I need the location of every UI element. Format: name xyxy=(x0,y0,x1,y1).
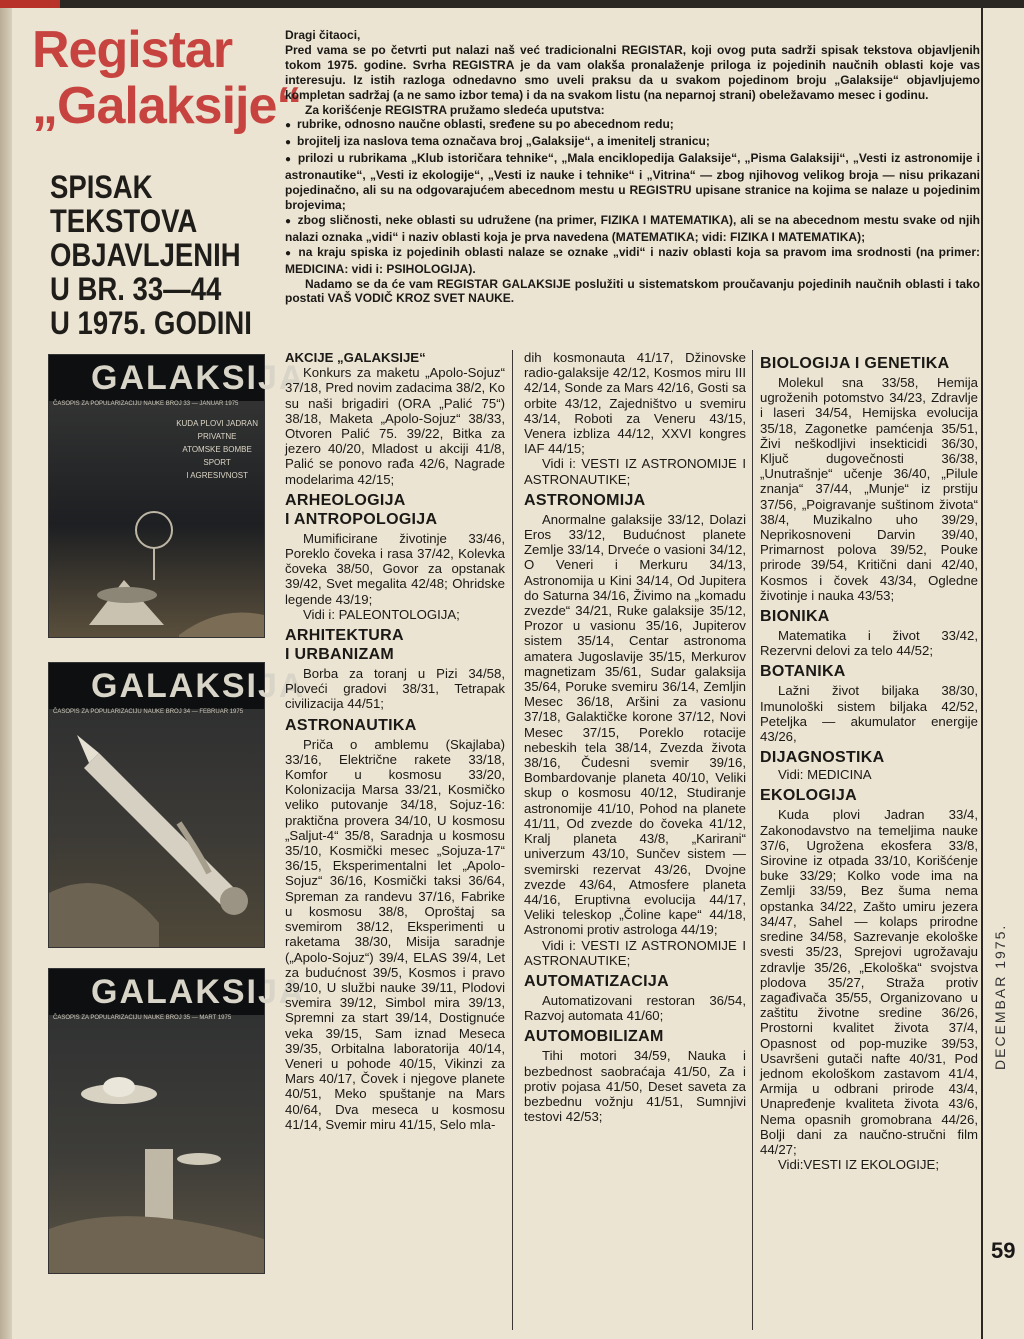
intro-text xyxy=(285,28,980,306)
subtitle-block xyxy=(50,169,252,341)
title-line-2: „Galaksije“ xyxy=(32,77,302,135)
title-line-1: Registar xyxy=(32,21,233,79)
section-entries: Borba za toranj u Pizi 34/58, Ploveći gradovi 38/31, Tetrapak civilizacija 44/51; xyxy=(285,666,505,712)
intro-bullet: ● rubrike, odnosno naučne oblasti, sređene su po abecednom redu; xyxy=(285,117,980,134)
section-heading: AUTOMOBILIZAM xyxy=(524,1028,664,1046)
section-heading: I ANTROPOLOGIJA xyxy=(285,510,438,528)
section-heading: BIOLOGIJA I GENETIKA xyxy=(760,355,950,372)
section-entries: Matematika i život 33/42, Rezervni delovi za telo 44/52; xyxy=(760,628,978,659)
cover-subline: ČASOPIS ZA POPULARIZACIJU NAUKE BROJ 33 — JANUAR 1975 xyxy=(53,401,239,407)
magazine-cover-image xyxy=(48,968,306,1274)
see-also: Vidi: MEDICINA xyxy=(778,767,872,783)
subtitle-line: U 1975. GODINI xyxy=(50,305,252,341)
column-divider xyxy=(512,350,513,1330)
section-heading: BOTANIKA xyxy=(760,663,846,681)
subtitle-line: U BR. 33—44 xyxy=(50,271,222,307)
space-station-illustration xyxy=(49,355,264,637)
cover-logo: GALAKSIJA xyxy=(91,973,306,1011)
intro-paragraph: Nadamo se da će vam REGISTAR GALAKSIJE poslužiti u sistematskom proučavanju pojedinih naučnih oblasti i tako postati VAŠ VODIČ KROZ SVET NAUKE. xyxy=(285,276,980,306)
page-title xyxy=(32,21,302,135)
section-entries: Automatizovani restoran 36/54, Razvoj automata 41/60; xyxy=(524,992,746,1024)
index-column-3 xyxy=(760,350,978,1172)
section-entries: Mumificirane životinje 33/46, Poreklo čoveka i rasa 37/42, Kolevka čoveka 38/50, Govor za opstanak 39/42, Svet megalita 42/48; Ohridske legende 43/19; xyxy=(285,530,505,607)
section-heading: BIONIKA xyxy=(760,608,830,626)
section-entries: Priča o amblemu (Skajlaba) 33/16, Električne rakete 33/18, Komfor u kosmosu 33/20, Kolonizacija Marsa 33/21, Kosmičko veliko putovanje 34/18, Sojuz-16: praktična provera 34/10, U kosmosu „Saljut-4“ 35/8, Saradnja u kosmosu 35/10, Kosmički mesec „Sojuza-17“ 36/15, Eksperimentalni let „Apolo-Sojuz“ 36/16, Kosmički taksi 36/64, Spreman za randevu 37/16, Fabrike u kosmosu 38/8, Oproštaj sa svemirom 38/12, Eksperimenti u raketama 38/30, Misija saradnje („Apolo-Sojuz“) 39/4, ELAS 39/4, Let za budućnost 39/5, Kosmos i pravo 39/10, U službi nauke 39/11, Plodovi svemira 39/12, Simbol mira 39/13, Spremni za start 39/14, Dostignuće veka 39/15, Sam iznad Meseca 39/35, Orbitalna laboratorija 40/14, Veneri u pohode 40/15, Vikinzi za Mars 40/17, Čovek i njegove planete 40/51, Meko spuštanje na Mars 40/64, Dva meseca u kosmosu 41/14, Svemir miru 41/15, Selo mla- xyxy=(285,736,505,1132)
top-border xyxy=(0,0,1024,8)
index-column-2 xyxy=(524,350,746,1124)
section-heading: ASTRONAUTIKA xyxy=(285,716,417,734)
cover-logo: GALAKSIJA xyxy=(91,359,306,397)
subtitle-line: SPISAK xyxy=(50,169,153,205)
magazine-cover-image xyxy=(48,354,306,638)
intro-bullet: ● brojitelj iza naslova tema označava broj „Galaksije“, a imenitelj stranicu; xyxy=(285,134,980,151)
see-also: Vidi i: PALEONTOLOGIJA; xyxy=(303,606,460,622)
intro-bullet: ● na kraju spiska iz pojedinih oblasti nalaze se oznake „vidi“ i naziv oblasti koja sa pravom ima srodnosti (na primer: MEDICINA: vidi i: PSIHOLOGIJA). xyxy=(285,245,980,277)
see-also: Vidi i: VESTI IZ ASTRONOMIJE I ASTRONAUTIKE; xyxy=(524,937,746,968)
right-frame-line xyxy=(981,8,983,1339)
section-entries: dih kosmonauta 41/17, Džinovske radio-galaksije 42/12, Kosmos miru III 42/14, Sonde za Mars 42/16, Gosti sa orbite 43/12, Zajedništvo u svemiru 43/14, Roboti za Veneru 43/15, Venera izbliza 44/12, XXVI kongres IAF 44/15; xyxy=(524,350,746,457)
section-heading: EKOLOGIJA xyxy=(760,787,857,805)
section-heading: ARHITEKTURA xyxy=(285,627,404,645)
intro-greeting: Dragi čitaoci, xyxy=(285,28,361,42)
section-heading: ARHEOLOGIJA xyxy=(285,491,406,509)
subtitle-line: TEKSTOVA xyxy=(50,203,198,239)
section-heading: DIJAGNOSTIKA xyxy=(760,749,885,767)
index-column-1 xyxy=(285,350,505,1132)
see-also: Vidi i: VESTI IZ ASTRONOMIJE I ASTRONAUTIKE; xyxy=(524,456,746,487)
cover-logo: GALAKSIJA xyxy=(91,667,306,705)
magazine-cover-image xyxy=(48,662,306,948)
cover-subline: ČASOPIS ZA POPULARIZACIJU NAUKE BROJ 35 — MART 1975 xyxy=(53,1015,232,1021)
section-entries: Kuda plovi Jadran 33/4, Zakonodavstvo na temeljima nauke 37/6, Ugrožena ekosfera 33/8, Sirovine iz otpada 33/10, Korišćenje buke 33/29; Kolko vode ima na Zemlji 33/59, Bez šuma nema opstanka 34/22, Zašto umiru jezera 34/47, Sahel — kolaps prirodne sredine 34/58, Sazrevanje ekološke svesti 35/23, Sprejovi ugrožavaju zdravlje 35/26, „Ekološka“ svojstva plodova 35/27, Straža protiv zagađivača 35/55, Organizovano u zaštitu životne sredine 36/26, Prostorni kvalitet života 37/4, Opasnost od pop-muzike 39/53, Usavršeni gutači nafte 40/31, Pod jednom ekološkom zastavom 41/4, Armija u odbrani prirode 43/4, Unapređenje kvaliteta života 43/6, Nema opasnih gromobrana 44/26, Bolji dani za naučno-stručni film 44/27; xyxy=(760,807,978,1157)
intro-paragraph: Za korišćenje REGISTRA pružamo sledeća uputstva: xyxy=(305,102,605,117)
section-heading: AUTOMATIZACIJA xyxy=(524,972,669,990)
cover-headlines: KUDA PLOVI JADRAN PRIVATNE ATOMSKE BOMBE SPORT I AGRESIVNOST xyxy=(176,419,258,480)
rocket-illustration xyxy=(49,663,264,947)
section-entries: Molekul sna 33/58, Hemija ugroženih potomstvo 34/23, Zdravlje i laseri 34/54, Hemijska evolucija 35/18, Zagonetke pamćenja 35/51, Živi neškodljivi insekticidi 36/30, Ključ dugovečnosti 36/38, „Unutrašnje“ učenje 36/40, „Pilule znanja“ 37/44, „Munje“ iz prstiju 37/56, „Poigravanje suštinom života“ 38/4, Muzikalno uho 39/29, Neprikosnoveni Darvin 39/40, Primarnost polova 39/52, Pouke prirode 39/54, Kritični dani 42/40, Kosmos i čovek 43/34, Ogledne životinje i nauka 43/53; xyxy=(760,375,978,603)
section-entries: Lažni život biljaka 38/30, Imunološki sistem biljaka 42/52, Peteljka — akumulator energije 43/26, xyxy=(760,683,978,745)
binding-spine xyxy=(0,0,12,1339)
issue-date-margin: DECEMBAR 1975. xyxy=(992,923,1008,1070)
page-number: 59 xyxy=(991,1238,1016,1263)
section-entries: Anormalne galaksije 33/12, Dolazi Eros 33/12, Budućnost planete Zemlje 33/14, Drveće o vasioni 34/12, O Veneri i Merkuru 34/13, Astronomija u Kini 34/14, Od Jupitera do Saturna 34/16, Živimo na „komadu zvezde“ 34/21, Ruke galaksije 35/12, Prozor u vasionu 35/16, Jupiterov sistem 35/14, Centar astronoma amatera Jugoslavije 35/15, Merkurov magnetizam 35/61, Sudar galaksija 35/64, Poruke svemiru 36/14, Zemljin Mesec 36/18, Aršini za vasionu 37/18, Galaktičke korone 37/12, Novi Mesec 37/15, Poreklo rotacije nebeskih tela 38/14, Zvezda života 38/16, Čudesni svemir 39/16, Bombardovanje planeta 40/10, Veliki skup o kosmosu 40/12, Studiranje astronomije 41/10, Pohod na planete 41/11, Od zvezde do čoveka 41/12, Kralj planeta 43/8, „Karirani“ univerzum 43/10, Sunčev sistem — svemirski rezervat 43/26, Dvojne zvezde 43/64, Atmosfere planeta 44/16, Eruptivna evolucija 44/17, Veliki teleskop „Čoline kape“ 44/18, Astronomi protiv astrologa 44/19; xyxy=(524,511,746,938)
cover-subline: ČASOPIS ZA POPULARIZACIJU NAUKE BROJ 34 — FEBRUAR 1975 xyxy=(53,709,244,715)
intro-paragraph: Pred vama se po četvrti put nalazi naš već tradicionalni REGISTAR, koji ovog puta sadrži spisak tekstova objavljenih tokom 1975. godine. Svrha REGISTRA je da vam olakša pronalaženje priloga iz pojedinih naučnih oblasti koje vas interesuju. Iz istih razloga odnedavno smo uveli praksu da u svakom pojedinom broju „Galaksije“ objavljujemo kompletan sadržaj (a ne samo izbor tema) i da na svakom listu (na neparnoj strani) obeležavamo mesec i godinu. xyxy=(285,42,980,102)
see-also: Vidi:VESTI IZ EKOLOGIJE; xyxy=(778,1157,939,1173)
section-heading: ASTRONOMIJA xyxy=(524,491,646,509)
column-divider xyxy=(752,350,753,1330)
section-heading: AKCIJE „GALAKSIJE“ xyxy=(285,350,426,365)
section-heading: I URBANIZAM xyxy=(285,646,395,664)
section-entries: Tihi motori 34/59, Nauka i bezbednost saobraćaja 41/50, Za i protiv pojasa 41/50, Deset saveta za bezbednu vožnju 41/51, Sumnjivi testovi 42/53; xyxy=(524,1048,746,1125)
ufo-illustration xyxy=(49,969,264,1273)
intro-bullet: ● zbog sličnosti, neke oblasti su udružene (na primer, FIZIKA I MATEMATIKA), ali se na abecednom mestu svake od njih nalazi oznaka „vidi“ i naziv oblasti koja je prva navedena (MATEMATIKA; vidi: FIZIKA I MATEMATIKA); xyxy=(285,213,980,245)
section-entries: Konkurs za maketu „Apolo-Sojuz“ 37/18, Pred novim zadacima 38/2, Ko su naši brigadiri (ORA „Palić 75“) 38/18, Maketa „Apolo-Sojuz“ 38/33, Otvoren Palić 75. 39/22, Bitka za jezero 40/20, Mladost u akciji 41/8, Palić se ponovo rađa 42/6, Nagrade modelarima 42/15; xyxy=(285,365,505,487)
intro-bullet: ● prilozi u rubrikama „Klub istoričara tehnike“, „Mala enciklopedija Galaksije“, „Pisma Galaksiji“, „Vesti iz astronomije i astronautike“, „Vesti iz ekologije“, „Vesti iz nauke i tehnike“ i „Vitrina“ — zbog njihovog velikog broja — nisu prikazani pojedinačno, ali su na odgovarajućem abecednom mestu u REGISTRU upisane stranice na kojima se nalaze u pojedinim brojevima; xyxy=(285,151,980,213)
subtitle-line: OBJAVLJENIH xyxy=(50,237,241,273)
